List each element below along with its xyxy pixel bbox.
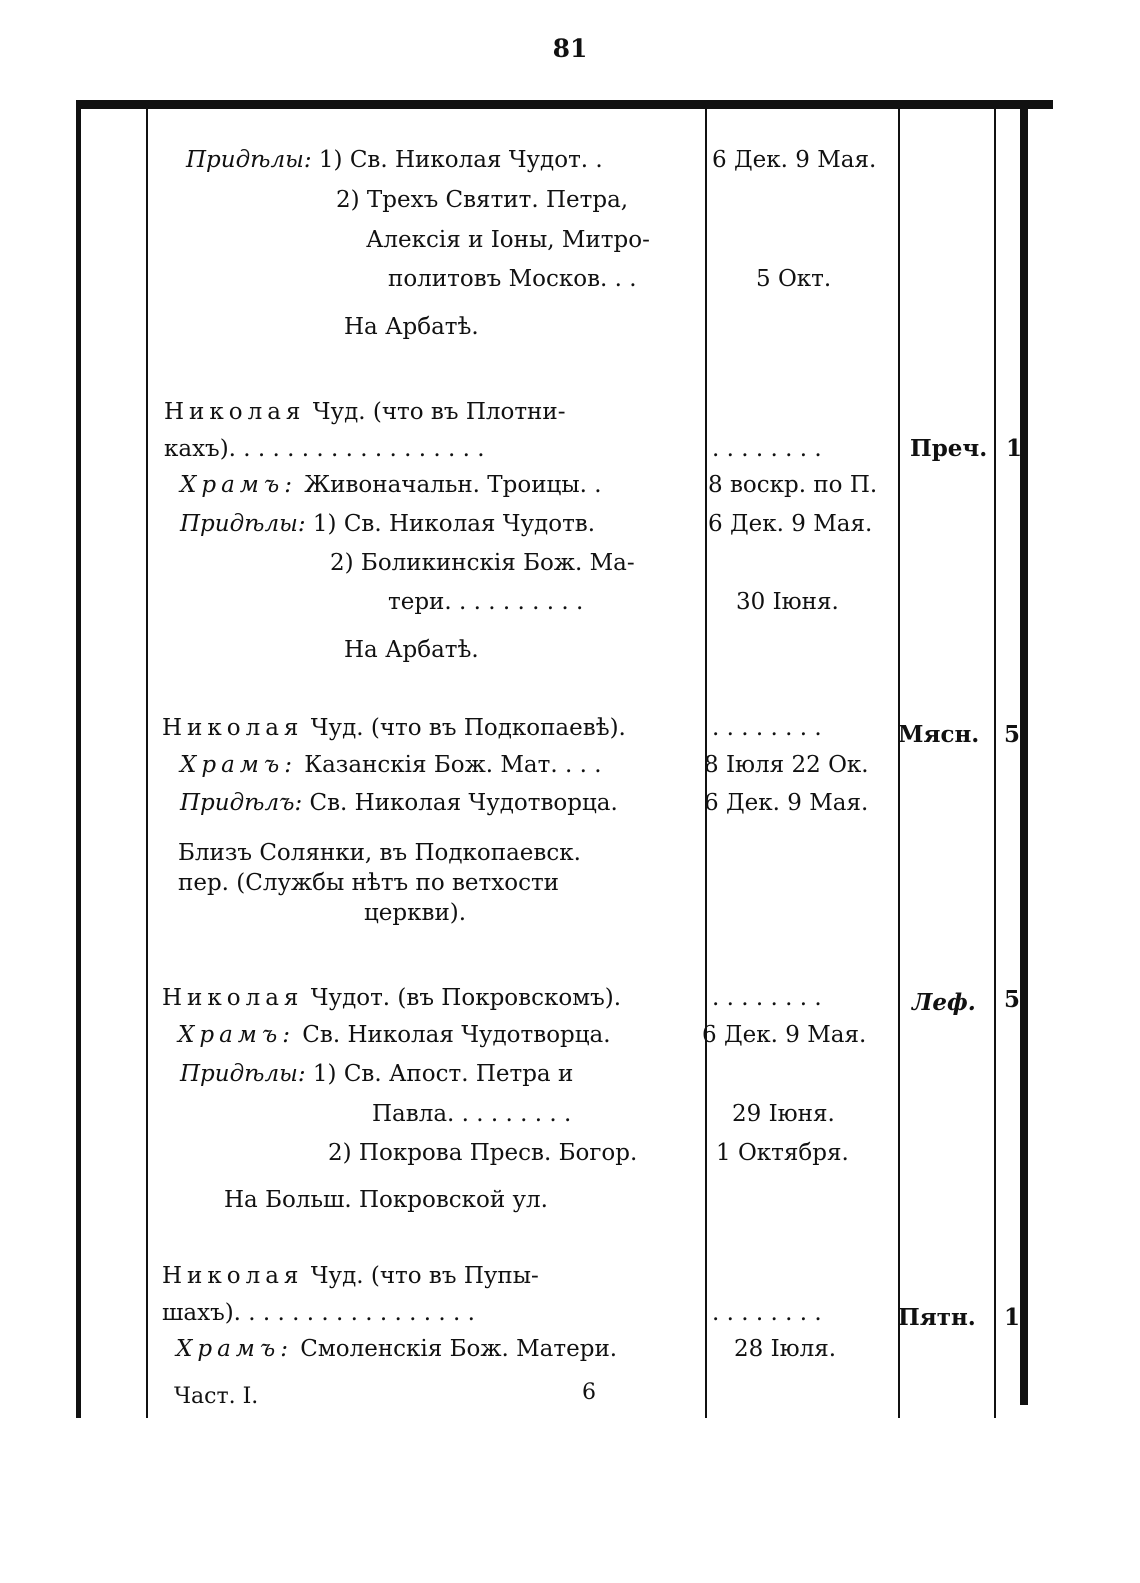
- chapel-date: 6 Дек. 9 Мая.: [708, 511, 873, 537]
- chapel-text: 2) Боликинскія Бож. Ма-: [330, 550, 635, 576]
- church-name-rest: Чуд. (что въ Плотни-: [312, 399, 566, 425]
- parish-number: 5: [1004, 721, 1021, 748]
- temple-label: Храмъ:: [176, 1336, 293, 1362]
- chapel-label: Придѣлъ:: [180, 790, 303, 816]
- chapel-text: политовъ Москов. . .: [388, 266, 637, 292]
- district: Леф.: [912, 989, 976, 1016]
- church-name-rest: Чуд. (что въ Подкопаевѣ).: [310, 715, 626, 741]
- temple-date: 28 Іюля.: [734, 1336, 837, 1362]
- parish-number: 1: [1006, 435, 1023, 462]
- table-top-rule: [76, 100, 1053, 109]
- chapel-date: 29 Іюня.: [732, 1101, 835, 1127]
- chapel-text: 1) Св. Николая Чудот. .: [318, 147, 603, 173]
- chapel-text: Павла. . . . . . . . .: [372, 1101, 572, 1127]
- chapels-label: Придѣлы:: [186, 147, 312, 173]
- column-rule-3: [898, 108, 900, 1418]
- church-name-cont: шахъ). . . . . . . . . . . . . . . . .: [162, 1300, 475, 1326]
- district: Мясн.: [898, 721, 980, 748]
- church-name: Николая: [162, 985, 304, 1011]
- church-name-rest: Чудот. (въ Покровскомъ).: [310, 985, 622, 1011]
- entry-location: пер. (Службы нѣтъ по ветхости: [178, 870, 560, 896]
- chapel-text: 1) Св. Николая Чудотв.: [312, 511, 596, 537]
- chapel-text: 2) Покрова Пресв. Богор.: [328, 1140, 638, 1166]
- page-number: 81: [552, 34, 588, 63]
- temple-date: 8 воскр. по П.: [708, 472, 878, 498]
- leader-dots: . . . . . . . .: [712, 985, 822, 1011]
- chapel-date: 30 Іюня.: [736, 589, 839, 615]
- temple-text: Смоленскія Бож. Матери.: [300, 1336, 618, 1362]
- leader-dots: . . . . . . . .: [712, 1300, 822, 1326]
- table-left-border: [76, 100, 81, 1418]
- temple-label: Храмъ:: [180, 472, 297, 498]
- temple-date: 6 Дек. 9 Мая.: [702, 1022, 867, 1048]
- footer-signature: Част. I.: [174, 1384, 259, 1409]
- church-name: Николая: [162, 1263, 304, 1289]
- chapel-date: 6 Дек. 9 Мая.: [712, 147, 877, 173]
- temple-label: Храмъ:: [180, 752, 297, 778]
- leader-dots: . . . . . . . .: [712, 715, 822, 741]
- chapel-text: 1) Св. Апост. Петра и: [312, 1061, 574, 1087]
- temple-date: 8 Іюля 22 Ок.: [704, 752, 869, 778]
- chapel-date: 6 Дек. 9 Мая.: [704, 790, 869, 816]
- entry-location: церкви).: [364, 900, 467, 926]
- table-right-border: [1020, 100, 1028, 1405]
- column-rule-4: [994, 108, 996, 1418]
- church-name: Николая: [162, 715, 304, 741]
- chapel-text: Св. Николая Чудотворца.: [309, 790, 618, 816]
- temple-text: Казанскія Бож. Мат. . . .: [304, 752, 602, 778]
- temple-text: Св. Николая Чудотворца.: [302, 1022, 611, 1048]
- church-name: Николая: [164, 399, 306, 425]
- church-name-rest: Чуд. (что въ Пупы-: [310, 1263, 539, 1289]
- church-name-cont: кахъ). . . . . . . . . . . . . . . . . .: [164, 436, 485, 462]
- footer-sheet-number: 6: [582, 1380, 596, 1405]
- chapel-date: 1 Октября.: [716, 1140, 849, 1166]
- temple-text: Живоначальн. Троицы. .: [304, 472, 602, 498]
- chapel-text: тери. . . . . . . . . .: [388, 589, 584, 615]
- entry-location: На Больш. Покровской ул.: [224, 1187, 548, 1213]
- chapel-text: Алексія и Іоны, Митро-: [366, 227, 650, 253]
- column-rule-1: [146, 108, 148, 1418]
- leader-dots: . . . . . . . .: [712, 436, 822, 462]
- chapel-date: 5 Окт.: [756, 266, 832, 292]
- chapels-label: Придѣлы:: [180, 1061, 306, 1087]
- temple-label: Храмъ:: [178, 1022, 295, 1048]
- entry-location: На Арбатѣ.: [344, 314, 479, 340]
- parish-number: 1: [1004, 1304, 1021, 1331]
- district: Пятн.: [898, 1304, 976, 1331]
- chapel-text: 2) Трехъ Святит. Петра,: [336, 187, 629, 213]
- parish-number: 5: [1004, 986, 1021, 1013]
- entry-location: Близъ Солянки, въ Подкопаевск.: [178, 840, 581, 866]
- entry-location: На Арбатѣ.: [344, 637, 479, 663]
- chapels-label: Придѣлы:: [180, 511, 306, 537]
- district: Преч.: [910, 435, 988, 462]
